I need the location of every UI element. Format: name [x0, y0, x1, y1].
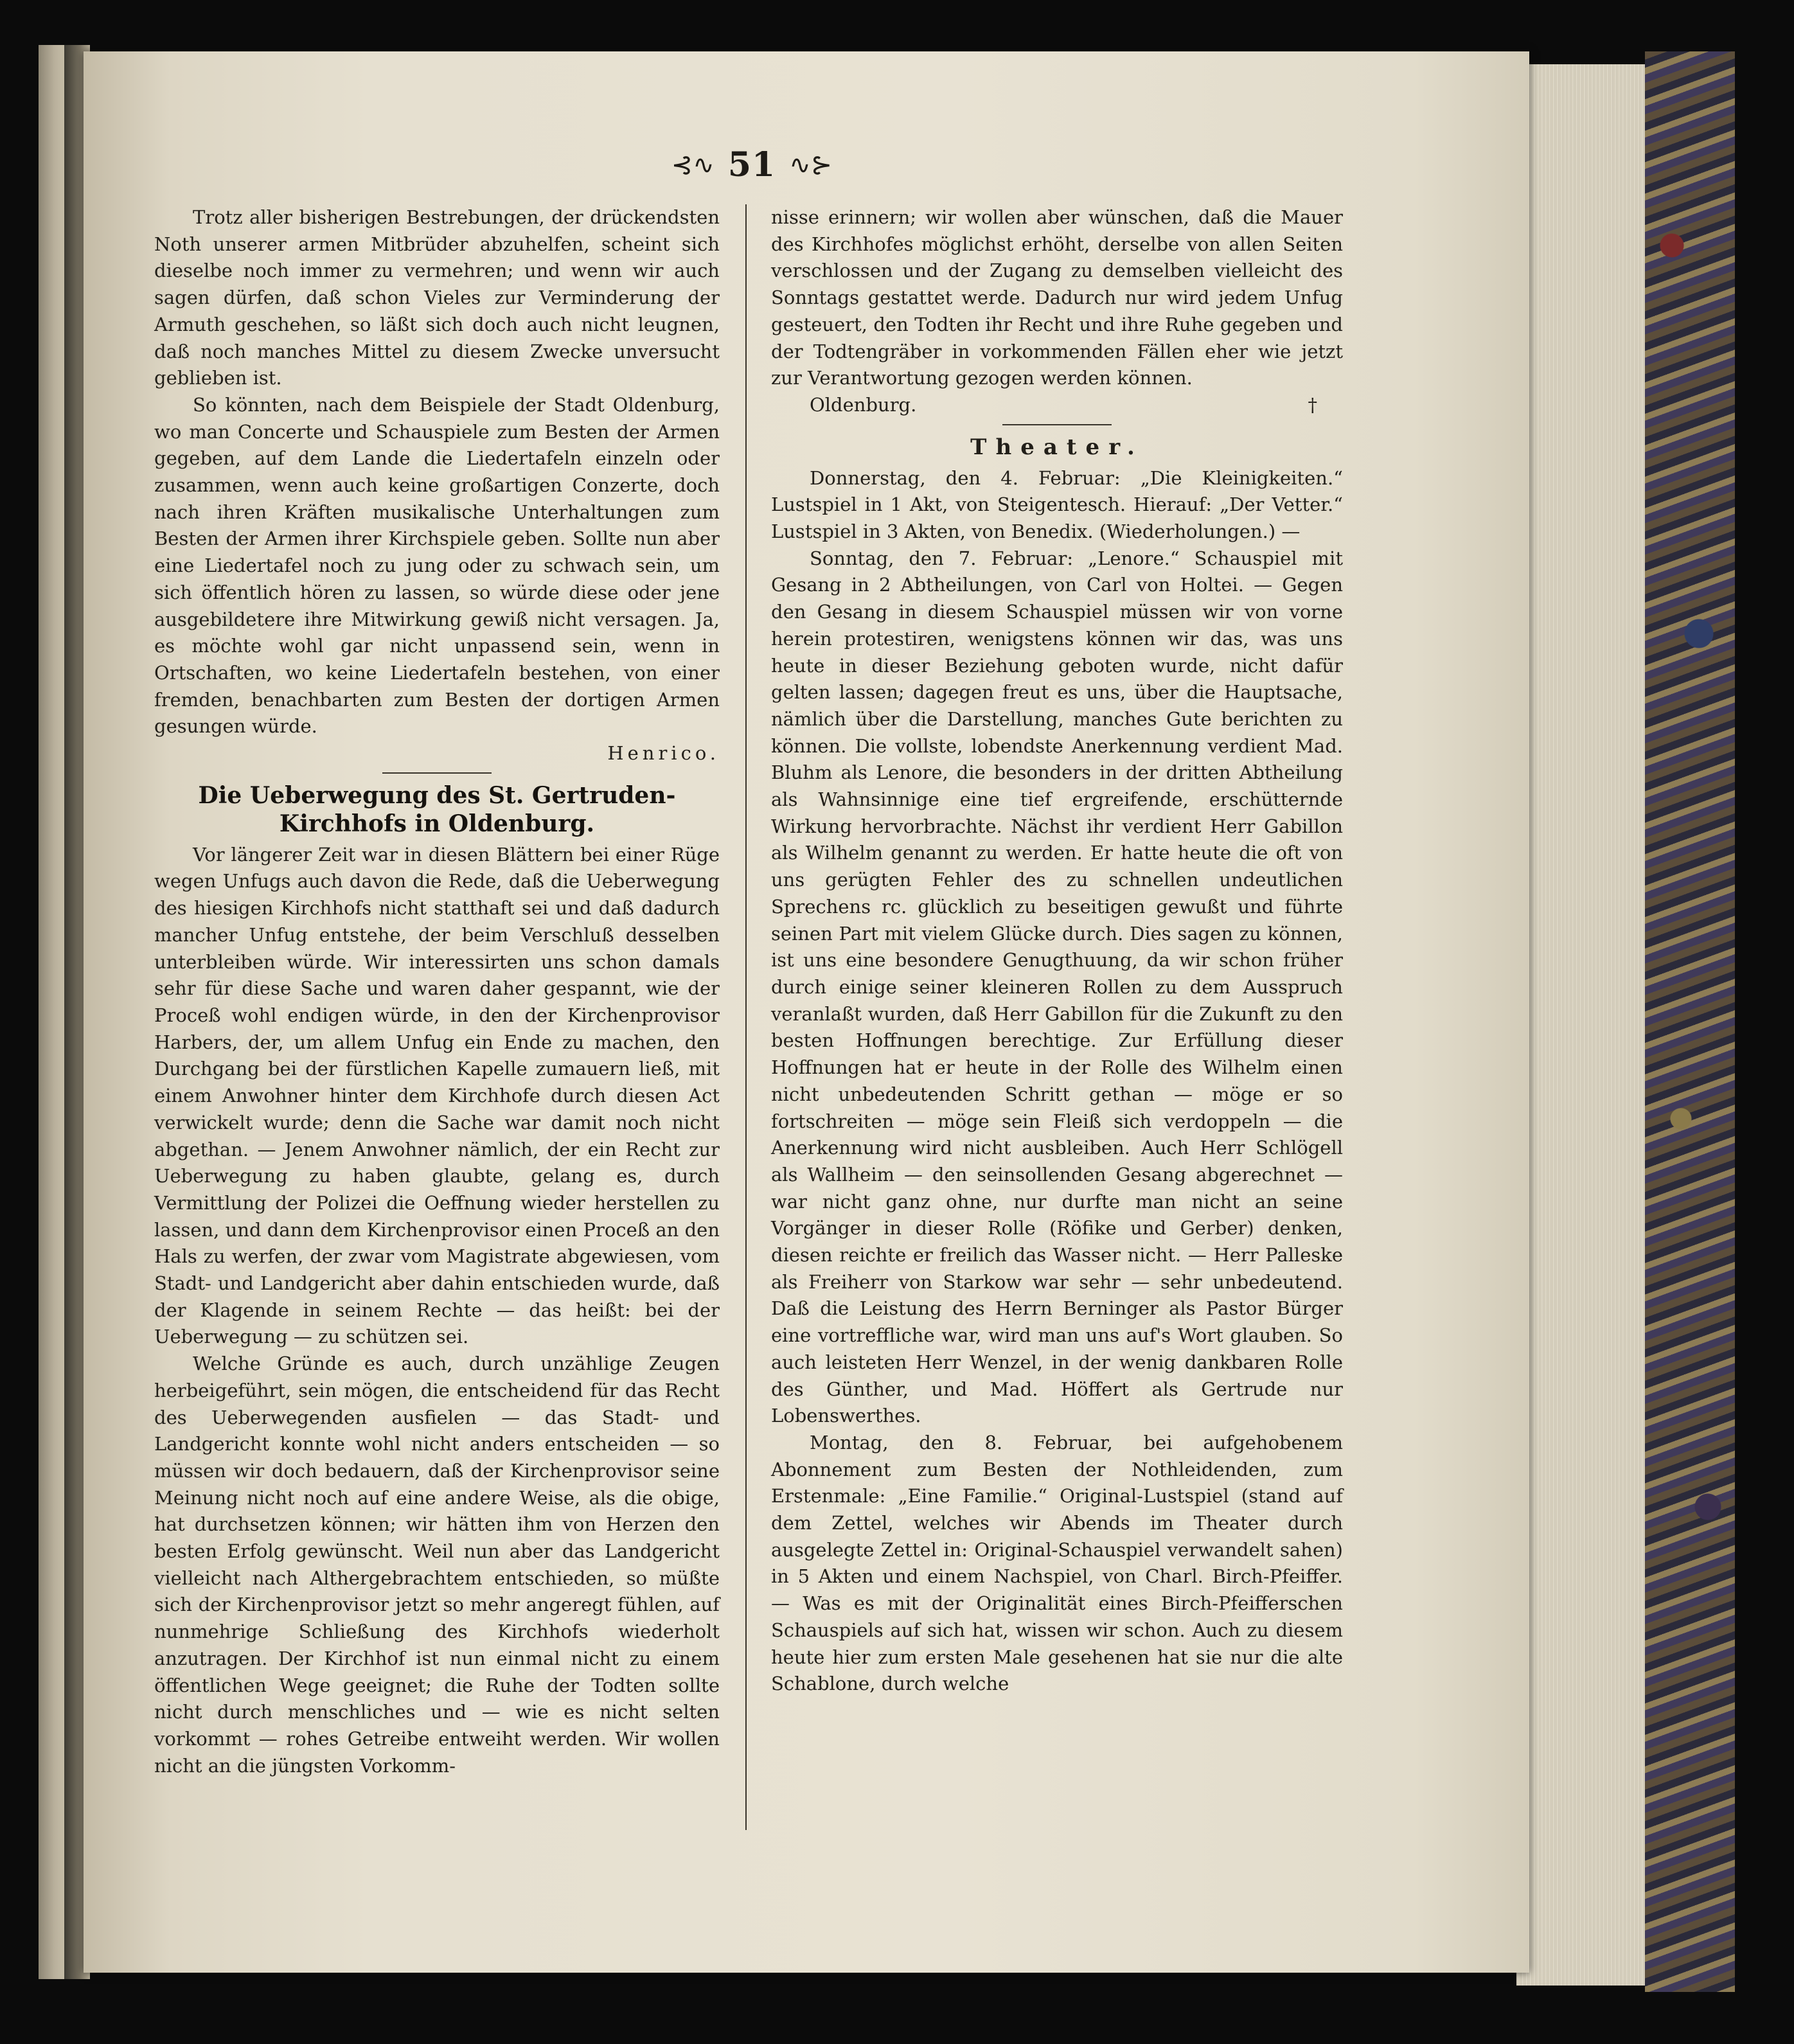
theater-paragraph-3: Montag, den 8. Februar, bei aufgehobenem Abonnement zum Besten der Nothleidenden, zum Erstenmale: „Eine Familie.“ Original-Lustspiel (stand auf dem Zettel, welches wir Abends im Theater durch ausgelegte Zettel in: Original-Schauspiel verwandelt sahen) in 5 Akten und einem Nachspiel, von Charl. Birch-Pfeiffer. — Was es mit der Originalität eines Birch-Pfeifferschen Schauspiels auf sich hat, wissen wir schon. Auch zu diesem heute hier zum ersten Male gesehenen hat sie nur die alte Schablone, durch welche	[771, 1431, 1343, 1695]
article-title-ueberwegung: Die Ueberwegung des St. Gertruden-Kirchhofs in Oldenburg.	[198, 781, 676, 837]
page-block-edges	[1516, 64, 1651, 1986]
right-column	[771, 204, 1343, 1698]
place-name: Oldenburg.	[810, 393, 917, 416]
section-divider	[382, 772, 492, 774]
marbled-cover	[1645, 51, 1735, 1992]
article-ueberwegung-continuation: nisse erinnern; wir wollen aber wünschen, daß die Mauer des Kirchhofes möglichst erhöht, derselbe von allen Seiten verschlossen und der Zugang zu demselben vielleicht des Sonntags gestattet werde. Dadurch nur wird jedem Unfug gesteuert, den Todten ihr Recht und ihre Ruhe gegeben und der Todtengräber in vorkommenden Fällen eher wie jetzt zur Verantwortung gezogen werden können.	[771, 206, 1343, 389]
article-armen-paragraph-1: Trotz aller bisherigen Bestrebungen, der drückendsten Noth unserer armen Mitbrüder abzuhelfen, scheint sich dieselbe noch immer zu vermehren; und wenn wir auch sagen dürfen, daß schon Vieles zur Verminderung der Armuth geschehen, so läßt sich doch auch nicht leugnen, daß noch manches Mittel zu diesem Zwecke unversucht geblieben ist.	[154, 206, 720, 389]
dagger-mark-icon: †	[1308, 393, 1317, 416]
page-number: 51	[727, 145, 776, 184]
article-signature: Henrico.	[607, 742, 720, 765]
column-rule	[745, 204, 747, 1830]
ornament-left-icon: ⊰∿	[671, 150, 715, 180]
theater-paragraph-1: Donnerstag, den 4. Februar: „Die Kleinigkeiten.“ Lustspiel in 1 Akt, von Steigentesch. Hierauf: „Der Vetter.“ Lustspiel in 3 Akten, von Benedix. (Wiederholungen.) —	[771, 467, 1343, 543]
left-column	[154, 204, 720, 1779]
article-place-line	[771, 392, 1343, 419]
page-header	[617, 143, 887, 188]
theater-section-title: Theater.	[970, 434, 1144, 460]
section-divider	[1002, 424, 1112, 425]
ornament-right-icon: ∿⊱	[789, 150, 833, 180]
theater-paragraph-2: Sonntag, den 7. Februar: „Lenore.“ Schauspiel mit Gesang in 2 Abtheilungen, von Carl von Holtei. — Gegen den Gesang in diesem Schauspiel müssen wir von vorne herein protestiren, wenigstens können wir das, was uns heute in dieser Beziehung geboten wurde, nicht dafür gelten lassen; dagegen freut es uns, über die Hauptsache, nämlich über die Darstellung, manches Gute berichten zu können. Die vollste, lobendste Anerkennung verdient Mad. Bluhm als Lenore, die besonders in der dritten Abtheilung als Wahnsinnige eine tief ergreifende, erschütternde Wirkung hervorbrachte. Nächst ihr verdient Herr Gabillon als Wilhelm genannt zu werden. Er hatte heute die oft von uns gerügten Fehler des zu schnellen undeutlichen Sprechens rc. glücklich zu beseitigen gewußt und führte seinen Part mit vielem Glücke durch. Dies sagen zu können, ist uns eine besondere Genugthuung, da wir schon früher durch einige seiner kleineren Rollen zu dem Ausspruch veranlaßt wurden, daß Herr Gabillon für die Zukunft zu den besten Hoffnungen berechtige. Zur Erfüllung dieser Hoffnungen hat er heute in der Rolle des Wilhelm einen nicht unbedeutenden Schritt gethan — möge er so fortschreiten — möge sein Fleiß sich verdoppeln — die Anerkennung wird nicht ausbleiben. Auch Herr Schlögell als Wallheim — den seinsollenden Gesang abgerechnet — war nicht ganz ohne, nur durfte man nicht an seine Vorgänger in dieser Rolle (Röfike und Gerber) denken, diesen reichte er freilich das Wasser nicht. — Herr Palleske als Freiherr von Starkow war sehr — sehr unbedeutend. Daß die Leistung des Herrn Berninger als Pastor Bürger eine vortreffliche war, wird man uns auf's Wort glauben. So auch leisteten Herr Wenzel, in der wenig dankbaren Rolle des Günther, und Mad. Höffert als Gertrude nur Lobenswerthes.	[771, 547, 1343, 1427]
article-ueberwegung-paragraph-2: Welche Gründe es auch, durch unzählige Zeugen herbeigeführt, sein mögen, die entscheidend für das Recht des Ueberwegenden ausfielen — das Stadt- und Landgericht konnte wohl nicht anders entscheiden — so müssen wir doch bedauern, daß der Kirchenprovisor seine Meinung nicht noch auf eine andere Weise, als die obige, hat durchsetzen können; wir hätten ihm von Herzen den besten Erfolg gewünscht. Weil nun aber das Landgericht vielleicht nach Althergebrachtem entschieden, so müßte sich der Kirchenprovisor jetzt so mehr angeregt fühlen, auf nunmehrige Schließung des Kirchhofs wiederholt anzutragen. Der Kirchhof ist nun einmal nicht zu einem öffentlichen Wege geeignet; die Ruhe der Todten sollte nicht durch menschliches und — wie es nicht selten vorkommt — rohes Getreibe entweiht werden. Wir wollen nicht an die jüngsten Vorkomm-	[154, 1353, 720, 1777]
article-ueberwegung-paragraph-1: Vor längerer Zeit war in diesen Blättern bei einer Rüge wegen Unfugs auch davon die Rede, daß die Ueberwegung des hiesigen Kirchhofs nicht statthaft sei und daß dadurch mancher Unfug entstehe, der beim Verschluß desselben unterbleiben würde. Wir interessirten uns schon damals sehr für diese Sache und waren daher gespannt, wie der Proceß wohl endigen würde, in den der Kirchenprovisor Harbers, der, um allem Unfug ein Ende zu machen, den Durchgang bei der fürstlichen Kapelle zumauern ließ, mit einem Anwohner hinter dem Kirchhofe durch diesen Act verwickelt wurde; denn die Sache war damit noch nicht abgethan. — Jenem Anwohner nämlich, der ein Recht zur Ueberwegung zu haben glaubte, gelang es, durch Vermittlung der Polizei die Oeffnung wieder herstellen zu lassen, und dann dem Kirchenprovisor einen Proceß an den Hals zu werfen, der zwar vom Magistrate abgewiesen, vom Stadt- und Landgericht aber dahin entschieden wurde, daß der Klagende in seinem Rechte — das heißt: bei der Ueberwegung — zu schützen sei.	[154, 843, 720, 1348]
article-armen-paragraph-2: So könnten, nach dem Beispiele der Stadt Oldenburg, wo man Concerte und Schauspiele zum Besten der Armen gegeben, auf dem Lande die Liedertafeln einzeln oder zusammen, wenn auch keine großartigen Conzerte, doch nach ihren Kräften musikalische Unterhaltungen zum Besten der Armen ihrer Kirchspiele geben. Sollte nun aber eine Liedertafel noch zu jung oder zu schwach sein, um sich öffentlich hören zu lassen, so würde diese oder jene ausgebildetere ihre Mitwirkung gewiß nicht versagen. Ja, es möchte wohl gar nicht unpassend sein, wenn in Ortschaften, wo keine Liedertafeln bestehen, von einer fremden, benachbarten zum Besten der dortigen Armen gesungen würde.	[154, 393, 720, 738]
